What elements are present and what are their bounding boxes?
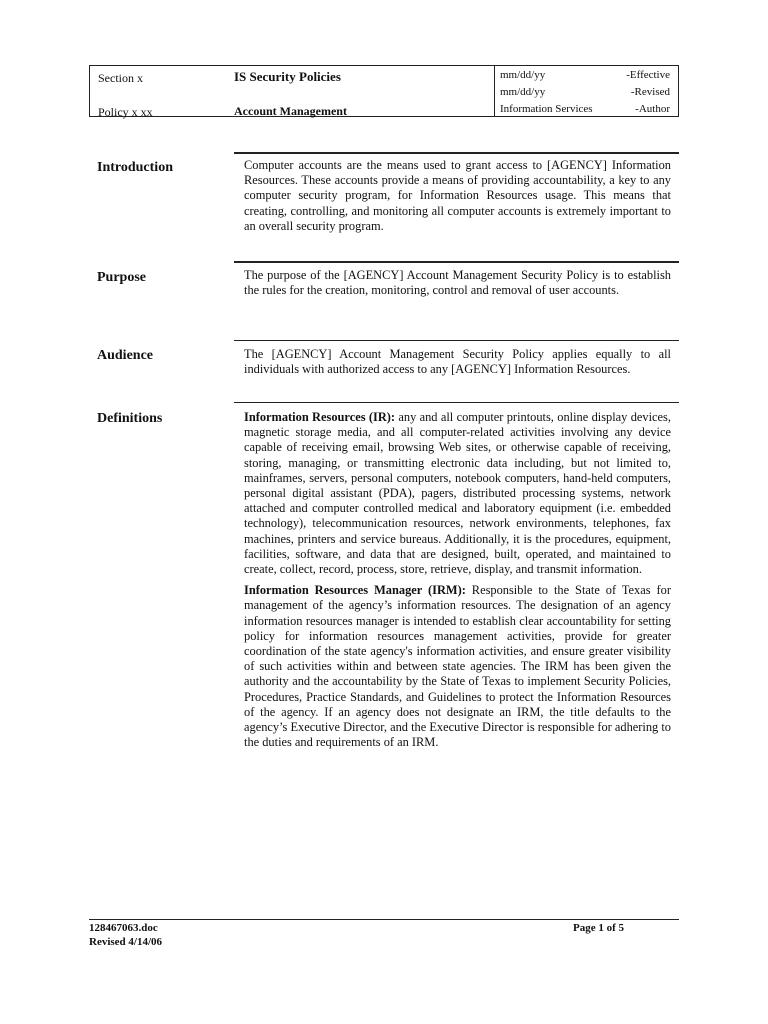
definitions-heading: Definitions bbox=[97, 411, 163, 426]
ir-text: any and all computer printouts, online display devices, magnetic storage media, and all computer-related activities involving any device capable of receiving email, browsing Web sites, or otherwise capable of receiving, storing, managing, or transmitting electronic data including, but not limited to, mainframes, servers, personal computers, notebook computers, hand-held computers, personal digital assistant (PDA), pagers, distributed processing systems, network attached and computer controlled medical and laboratory equipment (i.e. embedded technology), telecommunication resources, network environments, telephones, fax machines, printers and service bureaus. Additionally, it is the procedures, equipment, facilities, software, and data that are designed, built, operated, and maintained to create, collect, record, process, store, retrieve, display, and transmit information. bbox=[244, 410, 671, 577]
document-title: IS Security Policies bbox=[234, 69, 341, 84]
policy-header-table bbox=[89, 65, 679, 117]
irm-definition bbox=[244, 583, 671, 750]
purpose-heading: Purpose bbox=[97, 270, 146, 285]
footer-page-number: Page 1 of 5 bbox=[573, 922, 625, 934]
footer-filename: 128467063.doc bbox=[89, 922, 158, 934]
revised-label: -Revised bbox=[630, 86, 670, 98]
section-rule bbox=[234, 340, 679, 341]
section-rule bbox=[234, 152, 679, 154]
audience-heading: Audience bbox=[97, 348, 153, 363]
introduction-heading: Introduction bbox=[97, 160, 173, 175]
irm-term: Information Resources Manager (IRM): bbox=[244, 583, 466, 598]
section-label: Section x bbox=[98, 71, 143, 85]
ir-term: Information Resources (IR): bbox=[244, 410, 396, 424]
effective-label: -Effective bbox=[626, 69, 670, 81]
policy-label: Policy x xx bbox=[98, 105, 153, 119]
ir-definition bbox=[244, 410, 671, 577]
definitions-body bbox=[244, 410, 671, 756]
effective-date: mm/dd/yy bbox=[500, 69, 546, 81]
section-rule bbox=[234, 402, 679, 403]
revised-date: mm/dd/yy bbox=[500, 86, 546, 98]
document-subtitle: Account Management bbox=[234, 104, 347, 118]
header-divider bbox=[494, 66, 495, 116]
author-name: Information Services bbox=[500, 103, 593, 115]
footer-rule bbox=[89, 919, 679, 920]
author-label: -Author bbox=[635, 103, 670, 115]
footer-revised: Revised 4/14/06 bbox=[89, 936, 163, 948]
purpose-body: The purpose of the [AGENCY] Account Management Security Policy is to establish the rules for the creation, monitoring, control and removal of user accounts. bbox=[244, 268, 671, 298]
introduction-body: Computer accounts are the means used to grant access to [AGENCY] Information Resources. These accounts provide a means of providing accountability, a key to any computer security program, for Information Resources usage. This means that creating, controlling, and monitoring all computer accounts is extremely important to an overall security program. bbox=[244, 158, 671, 233]
audience-body: The [AGENCY] Account Management Security Policy applies equally to all individuals with authorized access to any [AGENCY] Information Resources. bbox=[244, 347, 671, 377]
section-rule bbox=[234, 261, 679, 263]
irm-text: Responsible to the State of Texas for management of the agency’s information resources. The designation of an agency information resources manager is intended to establish clear accountability for setting policy for information resources management activities, provide for greater coordination of the state agency's information activities, and ensure greater visibility of such activities within and between state agencies. The IRM has been given the authority and the accountability by the State of Texas to implement Security Policies, Procedures, Practice Standards, and Guidelines to protect the Information Resources of the agency. If an agency does not designate an IRM, the title defaults to the agency’s Executive Director, and the Executive Director is responsible for adhering to the duties and requirements of an IRM. bbox=[244, 583, 671, 750]
